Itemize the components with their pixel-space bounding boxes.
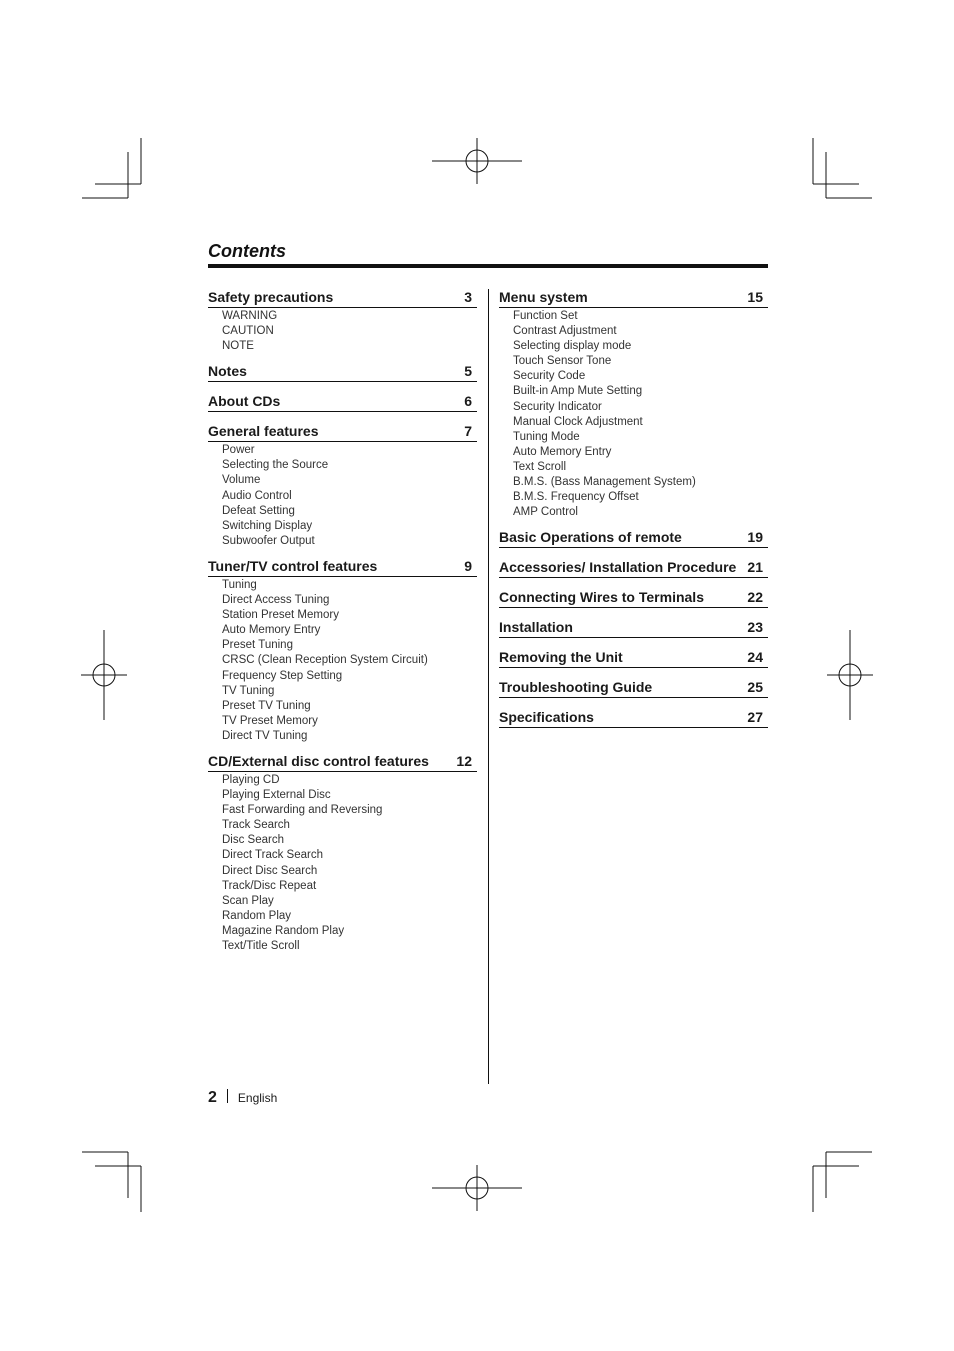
toc-section-page: 21 [747,559,763,576]
toc-section-heading[interactable] [499,588,768,608]
toc-section-title: Tuner/TV control features [208,557,378,574]
toc-section-heading[interactable] [499,648,768,668]
toc-subitem[interactable]: Manual Clock Adjustment [513,415,643,428]
toc-subitem[interactable]: Tuning [222,578,257,591]
toc-subitem[interactable]: Direct TV Tuning [222,729,308,742]
column-divider [488,289,489,1084]
toc-subitem[interactable]: Frequency Step Setting [222,669,343,682]
toc-section [208,557,477,744]
toc-subitem[interactable]: Playing External Disc [222,789,331,802]
toc-subitem[interactable]: Security Indicator [513,400,602,413]
toc-subitem-list [208,443,477,549]
page-footer [208,1088,277,1107]
toc-section-heading[interactable] [499,288,768,308]
page-number: 2 [208,1089,217,1106]
toc-section-page: 5 [464,363,472,380]
toc-section-page: 15 [747,289,763,305]
toc-subitem[interactable]: Auto Memory Entry [222,624,321,637]
toc-section-title: Troubleshooting Guide [499,679,653,696]
footer-separator [227,1089,228,1103]
toc-section [499,678,768,698]
toc-subitem[interactable]: Subwoofer Output [222,534,315,547]
toc-section-heading[interactable] [499,708,768,728]
toc-subitem[interactable]: Fast Forwarding and Reversing [222,804,383,817]
toc-section-page: 27 [747,709,763,726]
toc-section-heading[interactable] [499,678,768,698]
toc-section [208,362,477,382]
toc-section-heading[interactable] [208,557,477,577]
toc-subitem-list [208,309,477,354]
toc-subitem-list [499,309,768,520]
toc-section-heading[interactable] [208,422,477,442]
toc-subitem[interactable]: Switching Display [222,519,313,532]
toc-section-title: Specifications [499,709,594,726]
toc-section-title: Notes [208,363,247,380]
toc-section-page: 25 [747,679,763,696]
toc-subitem[interactable]: Text/Title Scroll [222,940,300,952]
toc-subitem[interactable]: Contrast Adjustment [513,325,617,338]
toc-right-column [499,288,768,738]
toc-section-page: 24 [747,649,763,666]
toc-section-heading[interactable] [208,752,477,772]
toc-subitem[interactable]: Tuning Mode [513,430,580,443]
toc-section-title: CD/External disc control features [208,752,429,769]
toc-subitem[interactable]: WARNING [222,310,278,322]
toc-subitem[interactable]: Direct Access Tuning [222,594,330,607]
language-label: English [237,1091,278,1105]
toc-section-title: About CDs [208,393,281,410]
toc-section [208,392,477,412]
toc-section-heading[interactable] [208,392,477,412]
toc-subitem[interactable]: Disc Search [222,834,284,847]
toc-section-heading[interactable] [499,558,768,578]
toc-section [499,288,768,520]
toc-subitem[interactable]: Random Play [222,909,292,922]
toc-section [208,422,477,549]
toc-subitem[interactable]: Preset TV Tuning [222,699,311,712]
toc-subitem[interactable]: TV Preset Memory [222,714,318,727]
toc-section-title: Menu system [499,289,588,305]
toc-subitem[interactable]: B.M.S. (Bass Management System) [513,476,696,489]
toc-section-title: Basic Operations of remote [499,529,682,546]
toc-section-page: 6 [464,393,472,410]
toc-section-title: Removing the Unit [499,649,623,666]
toc-section-title: Accessories/ Installation Procedure [499,559,737,576]
toc-section-heading[interactable] [499,618,768,638]
toc-subitem[interactable]: Preset Tuning [222,639,293,652]
toc-left-column [208,288,477,962]
toc-subitem[interactable]: Volume [222,474,261,487]
toc-subitem[interactable]: Track Search [222,819,290,832]
toc-section-page: 9 [464,557,472,574]
toc-section-heading[interactable] [208,362,477,382]
toc-section [499,708,768,728]
toc-subitem[interactable]: Selecting the Source [222,459,329,472]
toc-subitem[interactable]: Playing CD [222,773,280,786]
toc-section-page: 19 [747,529,763,546]
toc-section-page: 22 [747,589,763,606]
title-rule [208,264,768,268]
toc-section-page: 7 [464,423,472,440]
toc-subitem[interactable]: Defeat Setting [222,504,295,517]
toc-section-title: Connecting Wires to Terminals [499,589,704,606]
toc-section [499,528,768,548]
toc-subitem-list [208,773,477,954]
toc-section-title: Safety precautions [208,289,334,305]
toc-section-page: 3 [464,289,472,305]
toc-subitem[interactable]: Station Preset Memory [222,609,339,622]
toc-subitem[interactable]: Auto Memory Entry [513,445,612,458]
page-title: Contents [208,241,286,261]
toc-section-heading[interactable] [208,288,477,308]
toc-subitem[interactable]: Touch Sensor Tone [513,355,612,368]
toc-subitem-list [208,578,477,744]
toc-section-title: General features [208,423,319,440]
toc-subitem[interactable]: TV Tuning [222,684,275,697]
toc-subitem[interactable]: AMP Control [513,506,578,519]
toc-subitem[interactable]: Track/Disc Repeat [222,879,317,892]
toc-subitem[interactable]: Magazine Random Play [222,924,345,937]
toc-section-page: 12 [456,752,472,769]
toc-subitem[interactable]: Selecting display mode [513,340,632,353]
toc-section-title: Installation [499,619,573,636]
toc-subitem[interactable]: CRSC (Clean Reception System Circuit) [222,654,428,667]
toc-subitem[interactable]: CAUTION [222,325,274,338]
toc-section [499,558,768,578]
toc-subitem[interactable]: Audio Control [222,489,292,502]
toc-section [499,618,768,638]
toc-subitem[interactable]: Power [222,444,255,457]
toc-section [499,648,768,668]
toc-section [208,752,477,954]
toc-subitem[interactable]: B.M.S. Frequency Offset [513,491,639,504]
toc-subitem[interactable]: Text Scroll [513,460,567,473]
toc-section-page: 23 [747,619,763,636]
toc-section [208,288,477,354]
toc-section [499,588,768,608]
toc-subitem[interactable]: Built-in Amp Mute Setting [513,385,643,398]
toc-subitem[interactable]: Direct Disc Search [222,864,318,877]
toc-section-heading[interactable] [499,528,768,548]
toc-subitem[interactable]: Direct Track Search [222,849,323,862]
toc-subitem[interactable]: Function Set [513,310,578,322]
toc-subitem[interactable]: Security Code [513,370,586,383]
toc-subitem[interactable]: NOTE [222,340,254,353]
toc-subitem[interactable]: Scan Play [222,894,274,907]
